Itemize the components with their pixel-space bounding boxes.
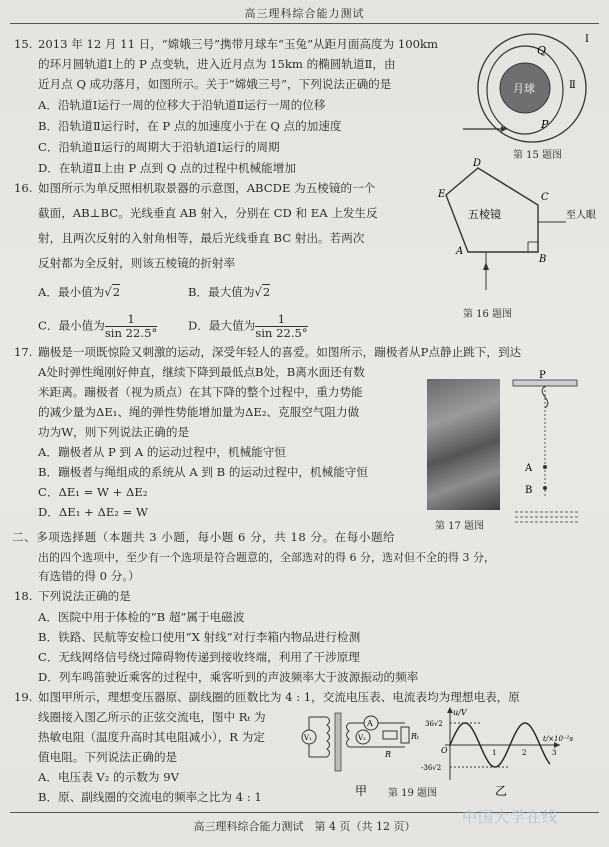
moon-label: 月球 [513, 82, 535, 95]
q18-option-d: D．列车鸣笛驶近乘客的过程中，乘客听到的声波频率大于波源振动的频率 [38, 670, 419, 684]
q15-option-d: D．在轨道Ⅱ上由 P 点到 Q 点的过程中机械能增加 [38, 161, 296, 175]
q17-option-a: A．蹦极者从 P 到 A 的运动过程中，机械能守恒 [38, 445, 286, 459]
q15-option-c: C．沿轨道Ⅱ运行的周期大于沿轨道Ⅰ运行的周期 [38, 140, 280, 154]
section2-line-2: 出的四个选项中，至少有一个选项是符合题意的，全部选对的得 6 分，选对但不全的得 3 分， [38, 551, 495, 564]
q18-option-c: C．无线网络信号绕过障碍物传递到接收终端，利用了干涉原理 [38, 650, 360, 664]
vertex-e: E [438, 189, 446, 200]
q17-bungee-figure [505, 372, 585, 532]
q19-caption: 第 19 题图 [388, 788, 438, 799]
vertex-b: B [539, 254, 547, 265]
q16-option-b: B．最大值为√2 [188, 285, 271, 299]
q16-option-a-label: A．最小值为 [38, 285, 105, 299]
figure-yi-label: 乙 [495, 784, 508, 798]
q16-option-c-label: C．最小值为 [38, 318, 105, 333]
incident-ray-arrow [483, 262, 489, 270]
q15-orbit-figure [455, 30, 600, 150]
q16-line-1 [14, 179, 375, 199]
q15-line-1 [14, 35, 438, 55]
q17-line-4: 的减少量为ΔE₁、绳的弹性势能增加量为ΔE₂、克服空气阻力做 [38, 405, 360, 419]
q16-line-4: 反射都为全反射，则该五棱镜的折射率 [38, 256, 236, 270]
q19-number: 19. [14, 690, 33, 704]
orbit-one-label: Ⅰ [585, 34, 589, 45]
q18-option-b: B．铁路、民航等安检口使用“X 射线”对行李箱内物品进行检测 [38, 630, 361, 644]
q18-stem: 下列说法正确的是 [38, 589, 131, 603]
orbit-two-label: Ⅱ [569, 80, 576, 91]
vertex-a: A [456, 246, 464, 257]
page-header: 高三理科综合能力测试 [244, 7, 365, 20]
q18-number: 18. [14, 589, 33, 603]
y-axis-label: u/V [453, 708, 467, 717]
figure-jia-label: 甲 [355, 784, 368, 798]
right-angle-mark [528, 242, 538, 252]
thermistor [401, 727, 409, 743]
q16-prism-figure [416, 160, 606, 300]
q16-c-denominator: sin 22.5° [104, 326, 158, 340]
q16-c-numerator: 1 [105, 313, 157, 327]
q16-d-denominator: sin 22.5° [255, 326, 308, 340]
q16-option-b-label: B．最大值为 [188, 285, 255, 299]
q19-text-1: 如图甲所示，理想变压器原、副线圈的匝数比为 4 : 1，交流电压表、电流表均为理想电表，原 [38, 690, 520, 704]
q17-line-3: 米距离。蹦极者（视为质点）在其下降的整个过程中，重力势能 [38, 385, 363, 399]
q16-option-d [188, 313, 308, 340]
q19-line-4: 值电阻。下列说法正确的是 [38, 750, 178, 764]
q16-option-d-label: D．最大值为 [188, 318, 256, 333]
peak-value-label: 36√2 [425, 720, 443, 728]
q19-circuit-figure [305, 705, 605, 805]
q15-line-2: 的环月圆轨道Ⅰ上的 P 点变轨，进入近月点为 15km 的椭圆轨道Ⅱ，由 [38, 57, 396, 71]
prism-label: 五棱镜 [468, 208, 501, 221]
section2-line-1: 二、多项选择题（本题共 3 小题，每小题 6 分，共 18 分。在每小题给 [12, 530, 396, 544]
resistor-r-label: R [385, 750, 392, 759]
bungee-cord [542, 386, 548, 408]
voltmeter-one-label: V₁ [304, 734, 312, 742]
q19-option-b: B．原、副线圈的交流电的频率之比为 4 : 1 [38, 790, 262, 804]
q17-number: 17. [14, 345, 33, 359]
transformer-core [335, 713, 341, 771]
thermistor-label: Rₜ [411, 732, 419, 741]
q15-number: 15. [14, 37, 33, 51]
q18-line-1 [14, 587, 131, 607]
q16-option-c [38, 313, 157, 340]
q16-option-c-fraction [105, 313, 157, 340]
tick-2: 2 [522, 749, 527, 757]
primary-coil [327, 717, 330, 757]
q16-line-2: 截面，AB⊥BC。光线垂直 AB 射入，分别在 CD 和 EA 上发生反 [38, 206, 378, 220]
q15-text-1: 2013 年 12 月 11 日，“嫦娥三号”携带月球车“玉兔”从距月面高度为 100km [38, 37, 439, 51]
q16-option-b-value: 2 [262, 285, 271, 299]
q16-line-3: 射，且两次反射的入射角相等，最后光线垂直 BC 射出。若两次 [38, 231, 365, 245]
eye-label: 至人眼 [566, 210, 596, 221]
watermark: 中国大学在线 [462, 808, 559, 826]
ammeter-label: A [367, 719, 373, 728]
q15-option-a: A．沿轨道Ⅰ运行一周的位移大于沿轨道Ⅱ运行一周的位移 [38, 98, 326, 112]
q16-text-1: 如图所示为单反照相机取景器的示意图，ABCDE 为五棱镜的一个 [38, 181, 376, 195]
q15-line-3: 近月点 Q 成功落月，如图所示。关于“嫦娥三号”，下列说法正确的是 [38, 77, 392, 91]
x-axis-label: t/×10⁻²s [543, 735, 574, 743]
q19-line-3: 热敏电阻（温度升高时其电阻减小），R 为定 [38, 730, 265, 744]
point-q-label: Q [537, 44, 547, 57]
origin-label: O [441, 746, 448, 755]
q17-option-d: D．ΔE₁ + ΔE₂ = W [38, 505, 148, 519]
q15-option-b: B．沿轨道Ⅱ运行时，在 P 点的加速度小于在 Q 点的加速度 [38, 119, 342, 133]
point-p-label: P [539, 370, 546, 381]
section2-line-3: 有选错的得 0 分。） [38, 569, 140, 583]
q16-option-d-fraction [255, 313, 307, 340]
q16-option-a-value: 2 [112, 285, 121, 299]
q19-line-2: 线圈接入图乙所示的正弦交流电，图中 Rₜ 为 [38, 710, 266, 724]
point-a-label: A [525, 463, 533, 474]
point-p-label: P [541, 118, 549, 131]
q16-caption: 第 16 题图 [463, 309, 513, 320]
q17-caption: 第 17 题图 [435, 521, 485, 532]
trough-value-label: -36√2 [421, 764, 442, 772]
q17-option-c: C．ΔE₁ = W + ΔE₂ [38, 485, 148, 499]
q16-option-a: A．最小值为√2 [38, 285, 121, 299]
point-a-dot [543, 465, 547, 469]
q17-text-1: 蹦极是一项既惊险又刺激的运动，深受年轻人的喜爱。如图所示，蹦极者从P点静止跳下，到达 [38, 345, 522, 359]
page-footer: 高三理科综合能力测试 第 4 页（共 12 页） [193, 820, 416, 833]
resistor-r [383, 731, 397, 739]
tick-1: 1 [492, 749, 497, 757]
point-b-label: B [525, 485, 533, 496]
header-rule [10, 23, 599, 24]
vertex-c: C [541, 192, 549, 203]
point-b-dot [543, 486, 547, 490]
q17-option-b: B．蹦极者与绳组成的系统从 A 到 B 的运动过程中，机械能守恒 [38, 465, 368, 479]
voltmeter-two-label: V₂ [358, 734, 366, 742]
q17-line-1 [14, 343, 521, 363]
q15-caption: 第 15 题图 [513, 150, 563, 161]
vertex-d: D [473, 158, 482, 169]
q18-option-a: A．医院中用于体检的“B 超”属于电磁波 [38, 610, 245, 624]
q19-option-a: A．电压表 V₂ 的示数为 9V [38, 770, 179, 784]
q16-number: 16. [14, 181, 33, 195]
secondary-coil [347, 723, 350, 747]
tick-3: 3 [552, 749, 557, 757]
q16-d-numerator: 1 [255, 313, 307, 327]
bungee-photo [427, 379, 500, 510]
q17-line-5: 功为W，则下列说法正确的是 [38, 425, 190, 439]
q17-line-2: A处时弹性绳刚好伸直，继续下降到最低点B处，B离水面还有数 [38, 365, 365, 379]
